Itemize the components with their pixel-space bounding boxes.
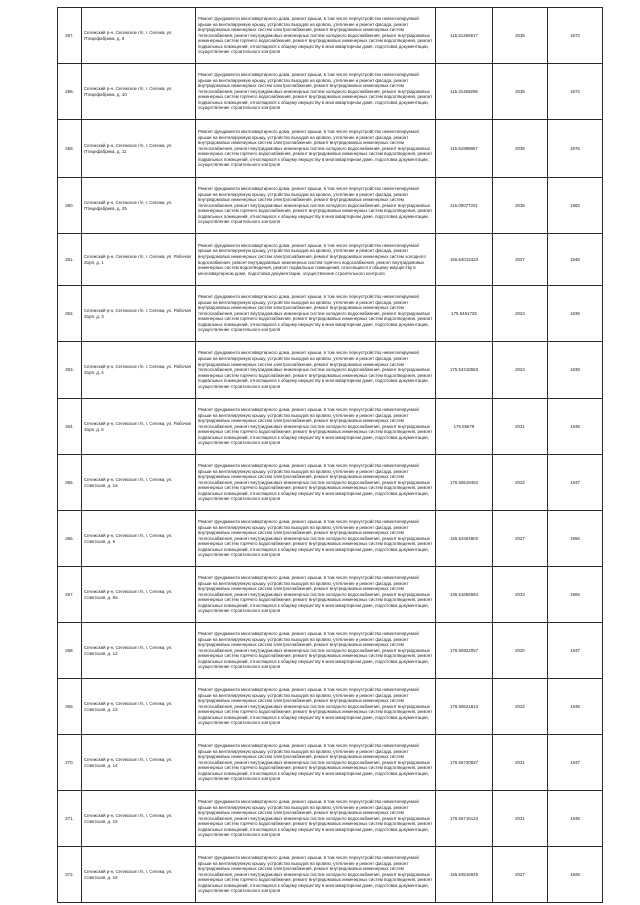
table-row <box>58 234 603 286</box>
address-cell: Сегежский р-н, Сегежское г/п, г. Сегежа, ул. Птицефабрика, д. 9 <box>82 8 196 64</box>
planned-year-cell: 2027 <box>493 511 548 567</box>
table-row <box>58 286 603 342</box>
value-cell: 175.55922057 <box>436 623 493 679</box>
value-cell: 115.00077201 <box>436 178 493 234</box>
works-cell: Ремонт фундамента многоквартирного дома, ремонт крыши, в том числе переустройство невентилируемой крыши на вентилируемую крышу, устройство выходов на кровлю, утепление и ремонт фасада, ремонт внутридомовых инженерных систем электроснабжения, ремонт внутридомовых инженерных систем теплоснабжения, ремонт внутридомовых инженерных систем холодного водоснабжения, ремонт внутридомовых инженерных систем горячего водоснабжения, ремонт внутридомовых инженерных систем водоотведения, ремонт подвальных помещений, относящихся к общему имуществу в многоквартирном доме, подготовка документации, осуществление строительного контроля <box>196 399 436 455</box>
planned-year-cell: 2027 <box>493 234 548 286</box>
built-year-cell: 1937 <box>548 455 603 511</box>
planned-year-cell: 2021 <box>493 791 548 847</box>
value-cell: 175.55720837 <box>436 735 493 791</box>
value-cell: 115.51266917 <box>436 8 493 64</box>
value-cell: 155.53516925 <box>436 847 493 903</box>
planned-year-cell: 2035 <box>493 120 548 178</box>
built-year-cell: 1937 <box>548 623 603 679</box>
address-cell: Сегежский р-н, Сегежское г/п, г. Сегежа, ул. Советская, д. 8а <box>82 567 196 623</box>
table-row <box>58 178 603 234</box>
built-year-cell: 1938 <box>548 791 603 847</box>
planned-year-cell: 2024 <box>493 342 548 399</box>
table-row <box>58 679 603 735</box>
works-cell: Ремонт фундамента многоквартирного дома, ремонт крыши, в том числе переустройство невентилируемой крыши на вентилируемую крышу, устройство выходов на кровлю, утепление и ремонт фасада, ремонт внутридомовых инженерных систем электроснабжения, ремонт внутридомовых инженерных систем теплоснабжения, ремонт внутридомовых инженерных систем холодного водоснабжения, ремонт внутридомовых инженерных систем горячего водоснабжения, ремонт внутридомовых инженерных систем водоотведения, ремонт подвальных помещений, относящихся к общему имуществу в многоквартирном доме, подготовка документации, осуществление строительного контроля <box>196 679 436 735</box>
built-year-cell: 1938 <box>548 679 603 735</box>
built-year-cell: 1956 <box>548 511 603 567</box>
value-cell: 115.31469266 <box>436 64 493 120</box>
row-number: 260. <box>58 178 82 234</box>
built-year-cell: 1938 <box>548 342 603 399</box>
planned-year-cell: 2035 <box>493 8 548 64</box>
planned-year-cell: 2021 <box>493 735 548 791</box>
works-cell: Ремонт фундамента многоквартирного дома, ремонт крыши, в том числе переустройство невентилируемой крыши на вентилируемую крышу, устройство выходов на кровлю, утепление и ремонт фасада, ремонт внутридомовых инженерных систем электроснабжения, ремонт внутридомовых инженерных систем теплоснабжения, ремонт внутридомовых инженерных систем холодного водоснабжения, ремонт внутридомовых инженерных систем горячего водоснабжения, ремонт внутридомовых инженерных систем водоотведения, ремонт подвальных помещений, относящихся к общему имуществу в многоквартирном доме, подготовка документации, осуществление строительного контроля <box>196 623 436 679</box>
table-row <box>58 342 603 399</box>
table-body <box>58 8 603 903</box>
value-cell: 175.5461725 <box>436 286 493 342</box>
planned-year-cell: 2022 <box>493 679 548 735</box>
works-cell: Ремонт фундамента многоквартирного дома, ремонт крыши, в том числе переустройство невентилируемой крыши на вентилируемую крышу, устройство выходов на кровлю, утепление и ремонт фасада, ремонт внутридомовых инженерных систем электроснабжения, ремонт внутридомовых инженерных систем теплоснабжения, ремонт внутридомовых инженерных систем холодного водоснабжения, ремонт внутридомовых инженерных систем горячего водоснабжения, ремонт внутридомовых инженерных систем водоотведения, ремонт подвальных помещений, относящихся к общему имуществу в многоквартирном доме, подготовка документации, осуществление строительного контроля <box>196 120 436 178</box>
row-number: 261. <box>58 234 82 286</box>
address-cell: Сегежский р-н, Сегежское г/п, г. Сегежа, ул. Рабочая Зоря, д. 1 <box>82 234 196 286</box>
planned-year-cell: 2024 <box>493 286 548 342</box>
row-number: 266. <box>58 511 82 567</box>
address-cell: Сегежский р-н, Сегежское г/п, г. Сегежа, ул. Советская, д. 13 <box>82 679 196 735</box>
works-cell: Ремонт фундамента многоквартирного дома, ремонт крыши, в том числе переустройство невентилируемой крыши на вентилируемую крышу, устройство выходов на кровлю, утепление и ремонт фасада, ремонт внутридомовых инженерных систем электроснабжения, ремонт внутридомовых инженерных систем теплоснабжения, ремонт внутридомовых инженерных систем холодного водоснабжения, ремонт внутридомовых инженерных систем горячего водоснабжения, ремонт внутридомовых инженерных систем водоотведения, ремонт подвальных помещений, относящихся к общему имуществу в многоквартирном доме, подготовка документации, осуществление строительного контроля <box>196 64 436 120</box>
built-year-cell: 1965 <box>548 567 603 623</box>
row-number: 258. <box>58 64 82 120</box>
table-row <box>58 623 603 679</box>
planned-year-cell: 2022 <box>493 455 548 511</box>
row-number: 271. <box>58 791 82 847</box>
address-cell: Сегежский р-н, Сегежское г/п, г. Сегежа, ул. Советская, д. 15 <box>82 791 196 847</box>
built-year-cell: 1928 <box>548 847 603 903</box>
built-year-cell: 1948 <box>548 234 603 286</box>
built-year-cell: 1938 <box>548 399 603 455</box>
row-number: 267. <box>58 567 82 623</box>
works-cell: Ремонт фундамента многоквартирного дома, ремонт крыши, в том числе переустройство невентилируемой крыши на вентилируемую крышу, устройство выходов на кровлю, утепление и ремонт фасада, ремонт внутридомовых инженерных систем электроснабжения, ремонт внутридомовых инженерных систем теплоснабжения, ремонт внутридомовых инженерных систем холодного водоснабжения, ремонт внутридомовых инженерных систем горячего водоснабжения, ремонт внутридомовых инженерных систем водоотведения, ремонт подвальных помещений, относящихся к общему имуществу в многоквартирном доме, подготовка документации, осуществление строительного контроля <box>196 511 436 567</box>
works-cell: Ремонт фундамента многоквартирного дома, ремонт крыши, в том числе переустройство невентилируемой крыши на вентилируемую крышу, устройство выходов на кровлю, утепление и ремонт фасада, ремонт внутридомовых инженерных систем электроснабжения, ремонт внутридомовых инженерных систем теплоснабжения, ремонт внутридомовых инженерных систем холодного водоснабжения, ремонт внутридомовых инженерных систем горячего водоснабжения, ремонт внутридомовых инженерных систем водоотведения, ремонт подвальных помещений, относящихся к общему имуществу в многоквартирном доме, подготовка документации, осуществление строительного контроля <box>196 847 436 903</box>
row-number: 270. <box>58 735 82 791</box>
row-number: 268. <box>58 623 82 679</box>
table-row <box>58 735 603 791</box>
table-row <box>58 64 603 120</box>
works-cell: Ремонт фундамента многоквартирного дома, ремонт крыши, в том числе переустройство невентилируемой крыши на вентилируемую крышу, устройство выходов на кровлю, утепление и ремонт фасада, ремонт внутридомовых инженерных систем электроснабжения, ремонт внутридомовых инженерных систем теплоснабжения, ремонт внутридомовых инженерных систем холодного водоснабжения, ремонт внутридомовых инженерных систем горячего водоснабжения, ремонт внутридомовых инженерных систем водоотведения, ремонт подвальных помещений, относящихся к общему имуществу в многоквартирном доме, подготовка документации, осуществление строительного контроля <box>196 791 436 847</box>
address-cell: Сегежский р-н, Сегежское г/п, г. Сегежа, ул. Советская, д. 14 <box>82 735 196 791</box>
works-cell: Ремонт фундамента многоквартирного дома, ремонт крыши, в том числе переустройство невентилируемой крыши на вентилируемую крышу, устройство выходов на кровлю, утепление и ремонт фасада, ремонт внутридомовых инженерных систем электроснабжения, ремонт внутридомовых инженерных систем теплоснабжения, ремонт внутридомовых инженерных систем холодного водоснабжения, ремонт внутридомовых инженерных систем горячего водоснабжения, ремонт внутридомовых инженерных систем водоотведения, ремонт подвальных помещений, относящихся к общему имуществу в многоквартирном доме, подготовка документации, осуществление строительного контроля <box>196 567 436 623</box>
value-cell: 155.54013423 <box>436 234 493 286</box>
planned-year-cell: 2027 <box>493 847 548 903</box>
address-cell: Сегежский р-н, Сегежское г/п, г. Сегежа, ул. Птицефабрика, д. 25 <box>82 178 196 234</box>
row-number: 257. <box>58 8 82 64</box>
planned-year-cell: 2035 <box>493 64 548 120</box>
works-cell: Ремонт фундамента многоквартирного дома, ремонт крыши, в том числе переустройство невентилируемой крыши на вентилируемую крышу, устройство выходов на кровлю, утепление и ремонт фасада, ремонт внутридомовых инженерных систем электроснабжения, ремонт внутридомовых инженерных систем холодного водоснабжения, ремонт внутридомовых инженерных систем горячего водоснабжения, ремонт внутридомовых инженерных систем водоотведения, ремонт подвальных помещений, относящихся к общему имуществу в многоквартирном доме, подготовка документации, осуществление строительного контроля <box>196 234 436 286</box>
address-cell: Сегежский р-н, Сегежское г/п, г. Сегежа, ул. Птицефабрика, д. 10 <box>82 64 196 120</box>
table-row <box>58 791 603 847</box>
capital-repair-table <box>57 7 603 903</box>
built-year-cell: 1937 <box>548 735 603 791</box>
built-year-cell: 1974 <box>548 64 603 120</box>
row-number: 264. <box>58 399 82 455</box>
address-cell: Сегежский р-н, Сегежское г/п, г. Сегежа, ул. Рабочая Зоря, д. 5 <box>82 399 196 455</box>
works-cell: Ремонт фундамента многоквартирного дома, ремонт крыши, в том числе переустройство невентилируемой крыши на вентилируемую крышу, устройство выходов на кровлю, утепление и ремонт фасада, ремонт внутридомовых инженерных систем электроснабжения, ремонт внутридомовых инженерных систем теплоснабжения, ремонт внутридомовых инженерных систем холодного водоснабжения, ремонт внутридомовых инженерных систем горячего водоснабжения, ремонт внутридомовых инженерных систем водоотведения, ремонт подвальных помещений, относящихся к общему имуществу в многоквартирном доме, подготовка документации, осуществление строительного контроля <box>196 286 436 342</box>
planned-year-cell: 2038 <box>493 178 548 234</box>
address-cell: Сегежский р-н, Сегежское г/п, г. Сегежа, ул. Советская, д. 12 <box>82 623 196 679</box>
built-year-cell: 1983 <box>548 178 603 234</box>
address-cell: Сегежский р-н, Сегежское г/п, г. Сегежа, ул. Советская, д. 1а <box>82 455 196 511</box>
works-cell: Ремонт фундамента многоквартирного дома, ремонт крыши, в том числе переустройство невентилируемой крыши на вентилируемую крышу, устройство выходов на кровлю, утепление и ремонт фасада, ремонт внутридомовых инженерных систем электроснабжения, ремонт внутридомовых инженерных систем теплоснабжения, ремонт внутридомовых инженерных систем холодного водоснабжения, ремонт внутридомовых инженерных систем горячего водоснабжения, ремонт внутридомовых инженерных систем водоотведения, ремонт подвальных помещений, относящихся к общему имуществу в многоквартирном доме, подготовка документации, осуществление строительного контроля <box>196 735 436 791</box>
value-cell: 155.53464802 <box>436 511 493 567</box>
built-year-cell: 1976 <box>548 120 603 178</box>
works-cell: Ремонт фундамента многоквартирного дома, ремонт крыши, в том числе переустройство невентилируемой крыши на вентилируемую крышу, устройство выходов на кровлю, утепление и ремонт фасада, ремонт внутридомовых инженерных систем электроснабжения, ремонт внутридомовых инженерных систем теплоснабжения, ремонт внутридомовых инженерных систем холодного водоснабжения, ремонт внутридомовых инженерных систем горячего водоснабжения, ремонт внутридомовых инженерных систем водоотведения, ремонт подвальных помещений, относящихся к общему имуществу в многоквартирном доме, подготовка документации, осуществление строительного контроля <box>196 8 436 64</box>
planned-year-cell: 2021 <box>493 399 548 455</box>
table-row <box>58 847 603 903</box>
table-row <box>58 455 603 511</box>
value-cell: 175.55519452 <box>436 455 493 511</box>
row-number: 265. <box>58 455 82 511</box>
planned-year-cell: 2020 <box>493 623 548 679</box>
table-row <box>58 511 603 567</box>
planned-year-cell: 2033 <box>493 567 548 623</box>
row-number: 272. <box>58 847 82 903</box>
value-cell: 175.55716123 <box>436 791 493 847</box>
value-cell: 115.51998867 <box>436 120 493 178</box>
value-cell: 175.54218583 <box>436 342 493 399</box>
works-cell: Ремонт фундамента многоквартирного дома, ремонт крыши, в том числе переустройство невентилируемой крыши на вентилируемую крышу, устройство выходов на кровлю, утепление и ремонт фасада, ремонт внутридомовых инженерных систем электроснабжения, ремонт внутридомовых инженерных систем теплоснабжения, ремонт внутридомовых инженерных систем холодного водоснабжения, ремонт внутридомовых инженерных систем горячего водоснабжения, ремонт внутридомовых инженерных систем водоотведения, ремонт подвальных помещений, относящихся к общему имуществу в многоквартирном доме, подготовка документации, осуществление строительного контроля <box>196 342 436 399</box>
address-cell: Сегежский р-н, Сегежское г/п, г. Сегежа, ул. Советская, д. 16 <box>82 847 196 903</box>
value-cell: 175.55679 <box>436 399 493 455</box>
table-row <box>58 567 603 623</box>
address-cell: Сегежский р-н, Сегежское г/п, г. Сегежа, ул. Рабочая Зоря, д. 4 <box>82 342 196 399</box>
works-cell: Ремонт фундамента многоквартирного дома, ремонт крыши, в том числе переустройство невентилируемой крыши на вентилируемую крышу, устройство выходов на кровлю, утепление и ремонт фасада, ремонт внутридомовых инженерных систем электроснабжения, ремонт внутридомовых инженерных систем теплоснабжения, ремонт внутридомовых инженерных систем холодного водоснабжения, ремонт внутридомовых инженерных систем горячего водоснабжения, ремонт внутридомовых инженерных систем водоотведения, ремонт подвальных помещений, относящихся к общему имуществу в многоквартирном доме, подготовка документации, осуществление строительного контроля <box>196 455 436 511</box>
table-row <box>58 120 603 178</box>
built-year-cell: 1973 <box>548 8 603 64</box>
works-cell: Ремонт фундамента многоквартирного дома, ремонт крыши, в том числе переустройство невентилируемой крыши на вентилируемую крышу, устройство выходов на кровлю, утепление и ремонт фасада, ремонт внутридомовых инженерных систем электроснабжения, ремонт внутридомовых инженерных систем теплоснабжения, ремонт внутридомовых инженерных систем холодного водоснабжения, ремонт внутридомовых инженерных систем горячего водоснабжения, ремонт внутридомовых инженерных систем водоотведения, ремонт подвальных помещений, относящихся к общему имуществу в многоквартирном доме, подготовка документации, осуществление строительного контроля <box>196 178 436 234</box>
address-cell: Сегежский р-н, Сегежское г/п, г. Сегежа, ул. Птицефабрика, д. 11 <box>82 120 196 178</box>
table-row <box>58 8 603 64</box>
row-number: 259. <box>58 120 82 178</box>
table-row <box>58 399 603 455</box>
address-cell: Сегежский р-н, Сегежское г/п, г. Сегежа, ул. Рабочая Зоря, д. 3 <box>82 286 196 342</box>
value-cell: 135.51695584 <box>436 567 493 623</box>
row-number: 263. <box>58 342 82 399</box>
value-cell: 175.55621813 <box>436 679 493 735</box>
built-year-cell: 1939 <box>548 286 603 342</box>
row-number: 262. <box>58 286 82 342</box>
row-number: 269. <box>58 679 82 735</box>
address-cell: Сегежский р-н, Сегежское г/п, г. Сегежа, ул. Советская, д. 6 <box>82 511 196 567</box>
